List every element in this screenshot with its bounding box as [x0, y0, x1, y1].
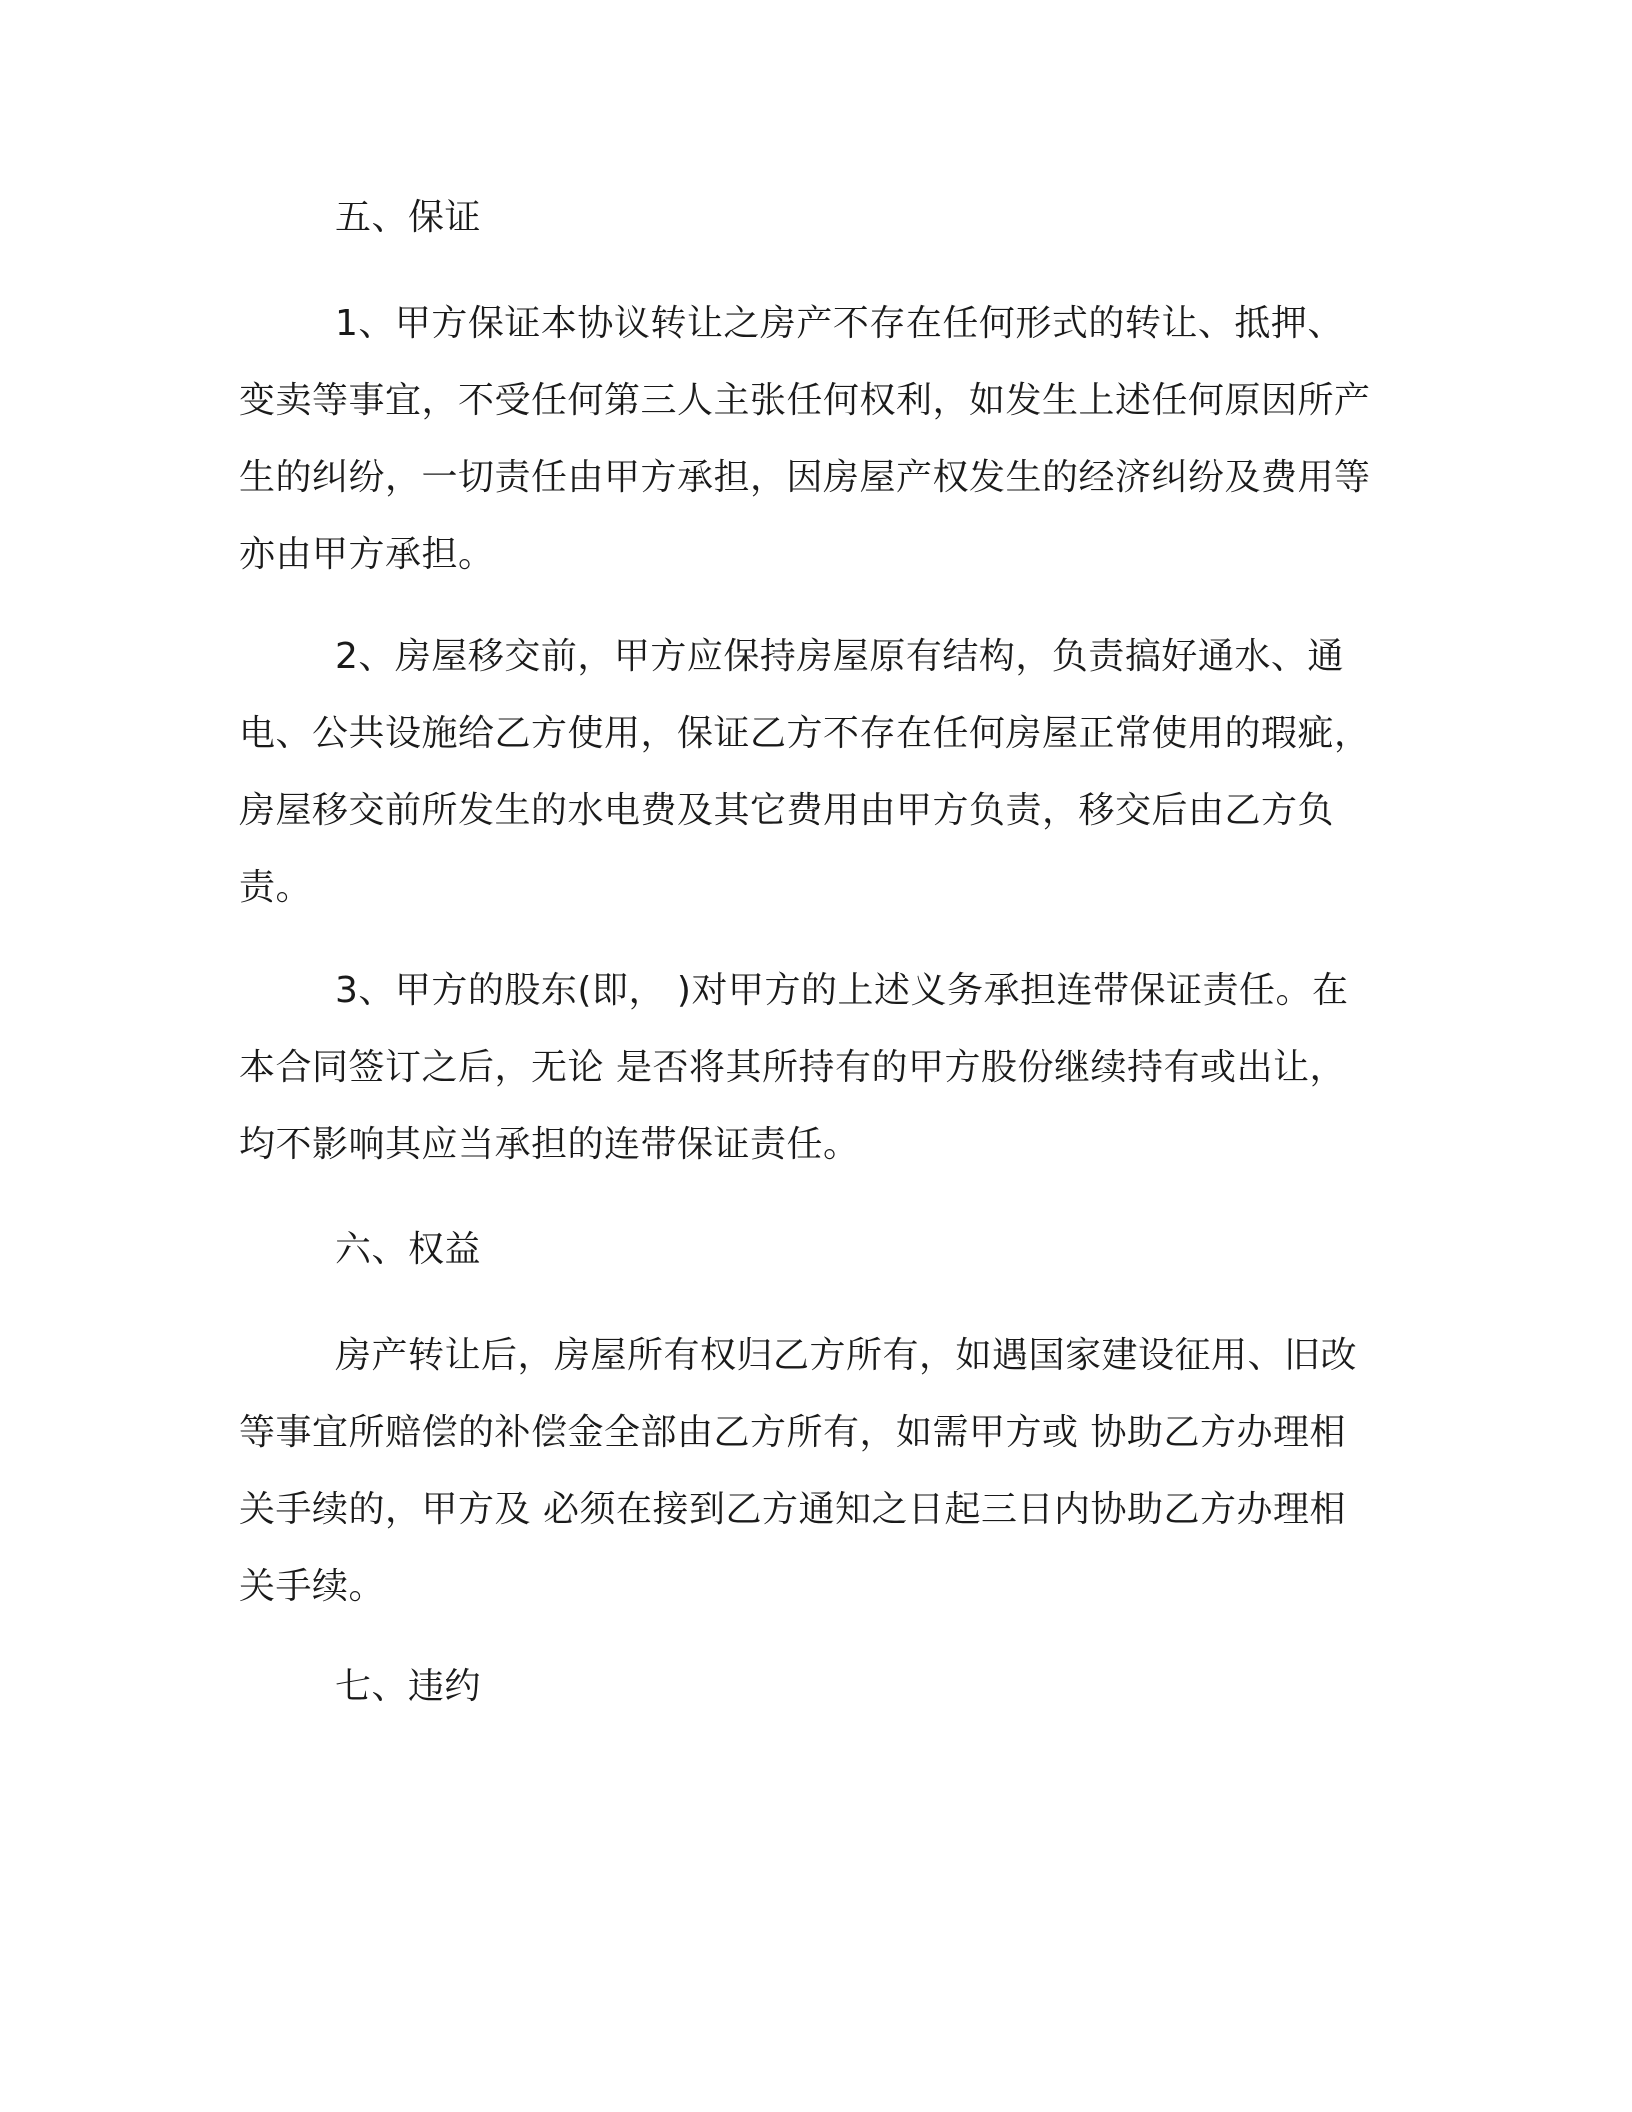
guarantee-clause-3: 3、甲方的股东(即， )对甲方的上述义务承担连带保证责任。在本合同签订之后，无论 是否将其所持有的甲方股份继续持有或出让，均不影响其应当承担的连带保证责任。	[239, 970, 1349, 1165]
section-heading-breach: 七、违约	[335, 1666, 482, 1707]
section-heading-rights: 六、权益	[335, 1229, 482, 1270]
rights-clause: 房产转让后，房屋所有权归乙方所有，如遇国家建设征用、旧改等事宜所赔偿的补偿金全部由乙方所有，如需甲方或 协助乙方办理相关手续的，甲方及 必须在接到乙方通知之日起三日内协助乙方办理相关手续。	[239, 1335, 1358, 1607]
guarantee-clause-2: 2、房屋移交前，甲方应保持房屋原有结构，负责搞好通水、通电、公共设施给乙方使用，保证乙方不存在任何房屋正常使用的瑕疵，房屋移交前所发生的水电费及其它费用由甲方负责，移交后由乙方负责。	[239, 636, 1371, 908]
section-heading-guarantee: 五、保证	[335, 197, 482, 238]
guarantee-clause-1: 1、甲方保证本协议转让之房产不存在任何形式的转让、抵押、变卖等事宜，不受任何第三人主张任何权利，如发生上述任何原因所产生的纠纷，一切责任由甲方承担，因房屋产权发生的经济纠纷及费用等亦由甲方承担。	[239, 303, 1371, 575]
